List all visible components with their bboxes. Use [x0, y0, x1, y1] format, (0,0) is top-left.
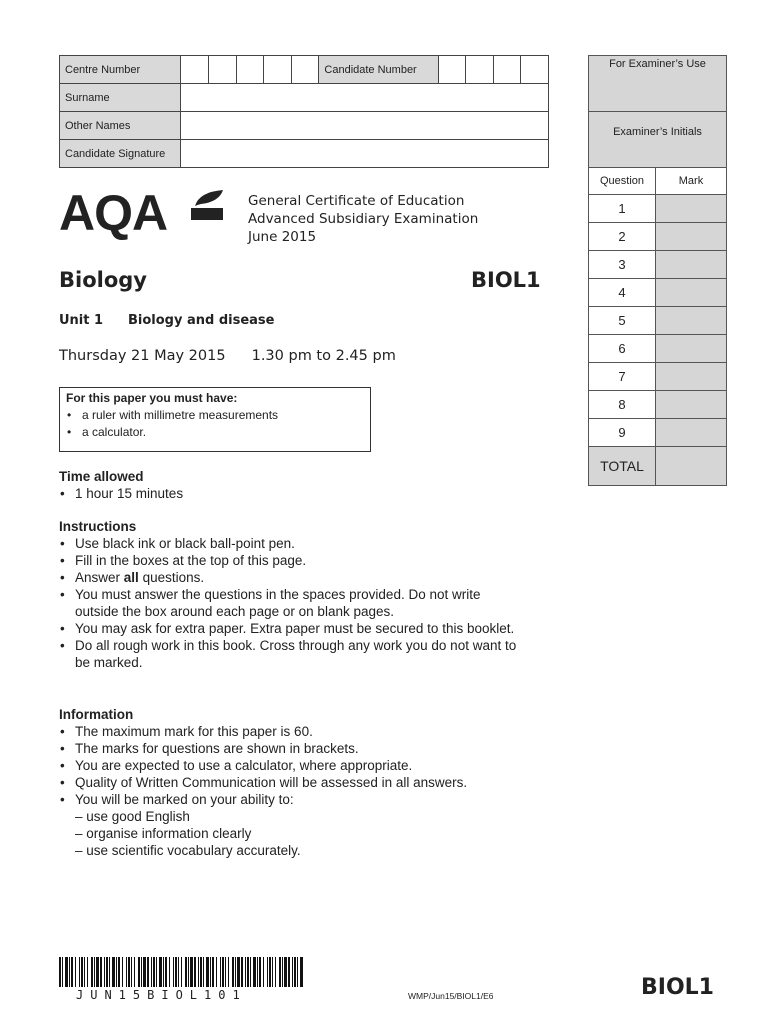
unit-number: Unit 1 [59, 313, 104, 328]
centre-number-box[interactable] [181, 56, 209, 84]
instructions-heading: Instructions [59, 519, 137, 534]
time-allowed-item: • 1 hour 15 minutes [75, 485, 183, 502]
information-subitem: – organise information clearly [75, 826, 252, 841]
mark-cell[interactable] [656, 223, 727, 251]
information-heading: Information [59, 707, 134, 722]
other-names-field[interactable] [181, 112, 549, 140]
examiner-panel [588, 55, 727, 486]
question-number: 3 [589, 251, 656, 279]
information-subitem: – use good English [75, 809, 190, 824]
mark-cell[interactable] [656, 391, 727, 419]
document-reference: WMP/Jun15/BIOL1/E6 [408, 991, 494, 1001]
question-number: 1 [589, 195, 656, 223]
information-section [59, 706, 519, 859]
mark-cell[interactable] [656, 279, 727, 307]
examiner-use-label: For Examiner’s Use [589, 56, 726, 112]
centre-number-box[interactable] [264, 56, 292, 84]
exam-datetime [59, 348, 396, 364]
signature-field[interactable] [181, 140, 549, 168]
aqa-logo [59, 185, 168, 241]
question-number: 5 [589, 307, 656, 335]
candidate-number-box[interactable] [493, 56, 521, 84]
centre-number-box[interactable] [291, 56, 319, 84]
subject-title: Biology [59, 268, 147, 292]
leaf-icon [189, 188, 225, 222]
exam-time: 1.30 pm to 2.45 pm [251, 348, 396, 364]
examiner-initials-label: Examiner’s Initials [589, 112, 726, 168]
centre-number-label: Centre Number [60, 56, 181, 84]
other-names-label: Other Names [60, 112, 181, 140]
certificate-line: Advanced Subsidiary Examination [248, 211, 479, 227]
question-number: 2 [589, 223, 656, 251]
mark-cell[interactable] [656, 307, 727, 335]
must-have-item: • a calculator. [82, 424, 364, 441]
barcode-label: JUN15BIOL101 [76, 988, 247, 1002]
question-number: 6 [589, 335, 656, 363]
certificate-line: General Certificate of Education [248, 193, 465, 209]
question-number: 4 [589, 279, 656, 307]
instruction-item: • You may ask for extra paper. Extra paper must be secured to this booklet. [75, 620, 519, 637]
mark-cell[interactable] [656, 419, 727, 447]
instructions-section [59, 518, 519, 671]
unit-line [59, 313, 275, 328]
answer-suffix: questions. [142, 570, 205, 585]
answer-bold: all [123, 570, 139, 585]
question-number: 9 [589, 419, 656, 447]
candidate-number-box[interactable] [466, 56, 494, 84]
time-allowed-section [59, 468, 183, 502]
barcode-icon [59, 957, 303, 987]
must-have-title: For this paper you must have: [66, 391, 238, 405]
mark-cell[interactable] [656, 195, 727, 223]
information-item: • You are expected to use a calculator, where appropriate. [75, 757, 519, 774]
time-allowed-heading: Time allowed [59, 469, 144, 484]
centre-number-box[interactable] [209, 56, 237, 84]
surname-label: Surname [60, 84, 181, 112]
information-item: • The maximum mark for this paper is 60. [75, 723, 519, 740]
logo-text: AQA [59, 185, 168, 241]
signature-label: Candidate Signature [60, 140, 181, 168]
mark-header: Mark [656, 168, 727, 195]
candidate-number-box[interactable] [521, 56, 549, 84]
instruction-item: • Use black ink or black ball-point pen. [75, 535, 519, 552]
mark-cell[interactable] [656, 335, 727, 363]
marks-table [589, 168, 726, 485]
instruction-item [75, 569, 519, 586]
question-number: 7 [589, 363, 656, 391]
exam-date: Thursday 21 May 2015 [59, 348, 226, 364]
question-header: Question [589, 168, 656, 195]
paper-code: BIOL1 [471, 268, 541, 292]
must-have-box [59, 387, 371, 452]
candidate-number-box[interactable] [438, 56, 466, 84]
footer-paper-code: BIOL1 [641, 975, 714, 1000]
exam-session: June 2015 [248, 229, 317, 245]
certificate-info [248, 192, 478, 246]
unit-title: Biology and disease [128, 313, 275, 328]
instruction-item: • Do all rough work in this book. Cross through any work you do not want to be marked. [75, 637, 519, 671]
candidate-details-table [59, 55, 549, 168]
mark-cell[interactable] [656, 363, 727, 391]
surname-field[interactable] [181, 84, 549, 112]
information-subitem: – use scientific vocabulary accurately. [75, 843, 301, 858]
answer-prefix: Answer [75, 570, 124, 585]
information-item: • Quality of Written Communication will be assessed in all answers. [75, 774, 519, 791]
information-item: • You will be marked on your ability to: [75, 791, 519, 808]
information-item: • The marks for questions are shown in brackets. [75, 740, 519, 757]
question-number: 8 [589, 391, 656, 419]
centre-number-box[interactable] [236, 56, 264, 84]
must-have-item: • a ruler with millimetre measurements [82, 407, 364, 424]
total-mark-cell[interactable] [656, 447, 727, 486]
candidate-number-label: Candidate Number [319, 56, 438, 84]
instruction-item: • You must answer the questions in the spaces provided. Do not write outside the box around each page or on blank pages. [75, 586, 519, 620]
mark-cell[interactable] [656, 251, 727, 279]
total-label: TOTAL [589, 447, 656, 486]
instruction-item: • Fill in the boxes at the top of this page. [75, 552, 519, 569]
